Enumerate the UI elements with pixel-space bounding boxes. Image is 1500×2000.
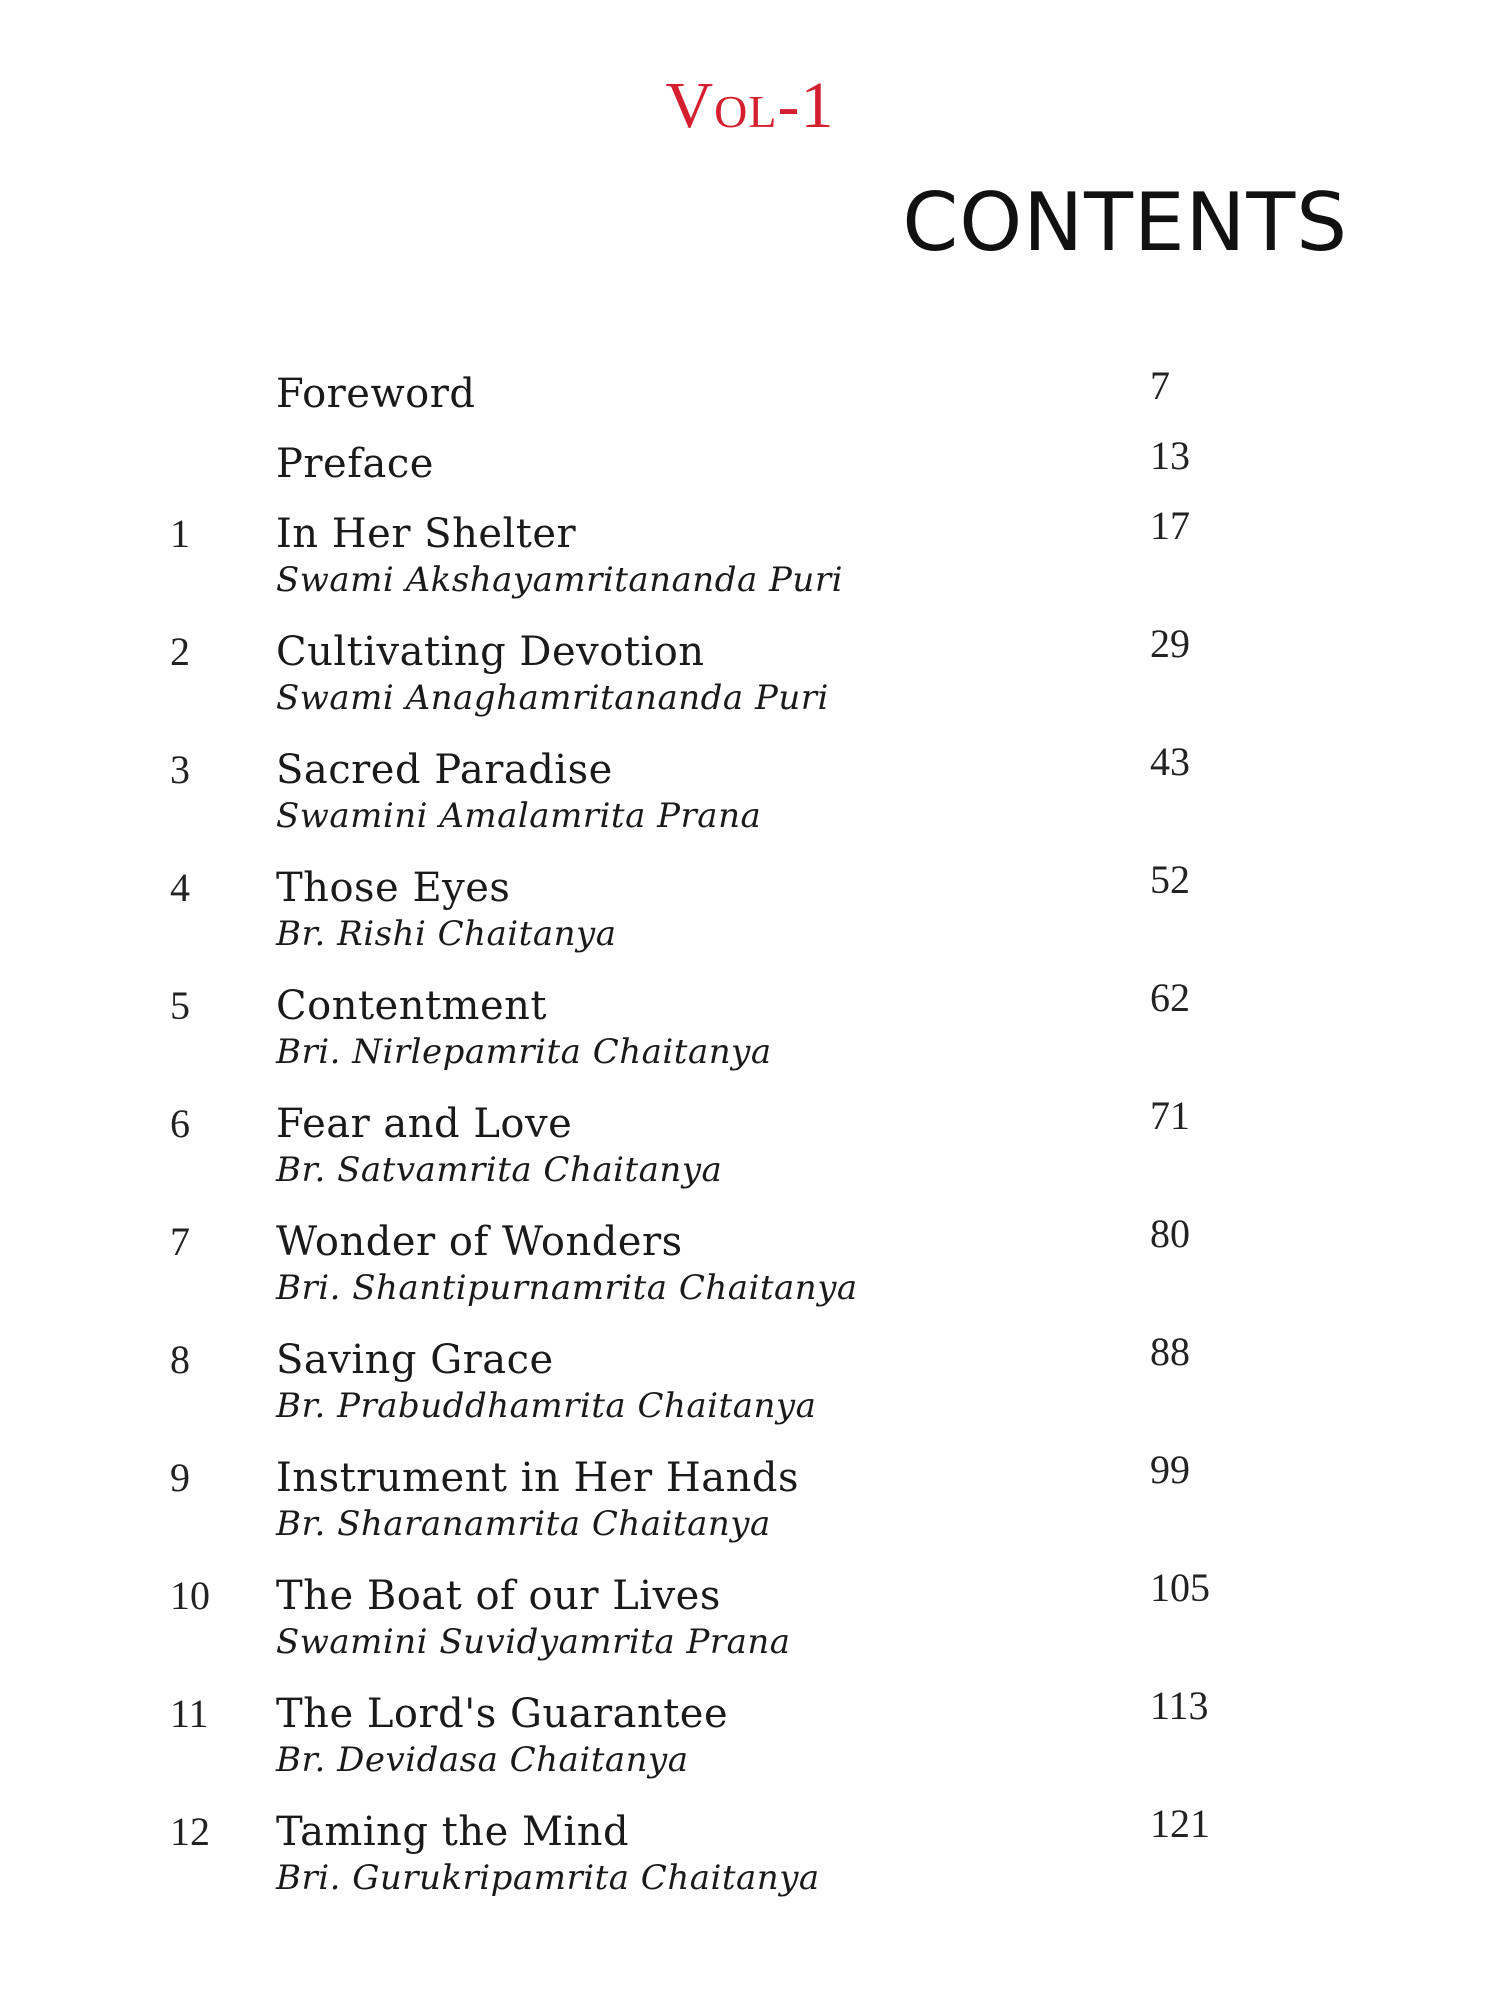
- toc-entry-chapter-7[interactable]: [170, 1211, 1280, 1336]
- volume-title: Vol-1: [665, 69, 835, 142]
- entry-title: Saving Grace: [276, 1337, 554, 1383]
- toc-entry-chapter-9[interactable]: [170, 1447, 1280, 1572]
- entry-author: Bri. Shantipurnamrita Chaitanya: [276, 1268, 858, 1308]
- entry-author: Bri. Gurukripamrita Chaitanya: [276, 1858, 820, 1898]
- toc-entry-chapter-12[interactable]: [170, 1801, 1280, 1926]
- toc-entry-chapter-2[interactable]: [170, 621, 1280, 746]
- entry-title: The Boat of our Lives: [276, 1573, 721, 1619]
- table-of-contents: [170, 363, 1280, 1926]
- entry-number: 12: [170, 1809, 210, 1854]
- entry-title: Instrument in Her Hands: [276, 1455, 799, 1501]
- entry-number: 3: [170, 747, 190, 792]
- toc-entry-chapter-4[interactable]: [170, 857, 1280, 982]
- entry-page-number: 13: [1150, 433, 1190, 478]
- toc-entry-chapter-1[interactable]: [170, 503, 1280, 628]
- entry-title: Sacred Paradise: [276, 747, 613, 793]
- entry-author: Bri. Nirlepamrita Chaitanya: [276, 1032, 772, 1072]
- entry-title: Cultivating Devotion: [276, 629, 705, 675]
- entry-number: 2: [170, 629, 190, 674]
- entry-number: 11: [170, 1691, 209, 1736]
- toc-entry-chapter-10[interactable]: [170, 1565, 1280, 1690]
- entry-number: 8: [170, 1337, 190, 1382]
- entry-page-number: 105: [1150, 1565, 1210, 1610]
- entry-number: 6: [170, 1101, 190, 1146]
- entry-title: Wonder of Wonders: [276, 1219, 683, 1265]
- toc-entry-foreword[interactable]: [170, 363, 1280, 440]
- entry-page-number: 7: [1150, 363, 1170, 408]
- entry-author: Br. Devidasa Chaitanya: [276, 1740, 689, 1780]
- toc-entry-chapter-6[interactable]: [170, 1093, 1280, 1218]
- entry-page-number: 62: [1150, 975, 1190, 1020]
- toc-entry-chapter-3[interactable]: [170, 739, 1280, 864]
- contents-heading: CONTENTS: [902, 176, 1348, 269]
- entry-author: Swami Anaghamritananda Puri: [276, 678, 829, 718]
- entry-number: 10: [170, 1573, 210, 1618]
- toc-entry-preface[interactable]: [170, 433, 1280, 510]
- entry-page-number: 17: [1150, 503, 1190, 548]
- entry-page-number: 52: [1150, 857, 1190, 902]
- entry-author: Br. Rishi Chaitanya: [276, 914, 617, 954]
- entry-author: Swami Akshayamritananda Puri: [276, 560, 843, 600]
- entry-number: 1: [170, 511, 190, 556]
- entry-page-number: 121: [1150, 1801, 1210, 1846]
- entry-number: 4: [170, 865, 190, 910]
- entry-page-number: 43: [1150, 739, 1190, 784]
- entry-page-number: 113: [1150, 1683, 1209, 1728]
- entry-number: 7: [170, 1219, 190, 1264]
- entry-title: The Lord's Guarantee: [276, 1691, 729, 1737]
- toc-entry-chapter-11[interactable]: [170, 1683, 1280, 1808]
- entry-title: Preface: [276, 441, 434, 487]
- entry-title: Those Eyes: [276, 865, 511, 911]
- entry-author: Br. Sharanamrita Chaitanya: [276, 1504, 771, 1544]
- entry-title: Contentment: [276, 983, 547, 1029]
- entry-page-number: 71: [1150, 1093, 1190, 1138]
- entry-author: Swamini Suvidyamrita Prana: [276, 1622, 791, 1662]
- entry-page-number: 88: [1150, 1329, 1190, 1374]
- entry-title: Fear and Love: [276, 1101, 573, 1147]
- entry-title: Taming the Mind: [276, 1809, 630, 1855]
- toc-entry-chapter-8[interactable]: [170, 1329, 1280, 1454]
- entry-page-number: 80: [1150, 1211, 1190, 1256]
- entry-title: In Her Shelter: [276, 511, 577, 557]
- entry-author: Swamini Amalamrita Prana: [276, 796, 762, 836]
- entry-number: 5: [170, 983, 190, 1028]
- toc-entry-chapter-5[interactable]: [170, 975, 1280, 1100]
- entry-page-number: 99: [1150, 1447, 1190, 1492]
- entry-number: 9: [170, 1455, 190, 1500]
- entry-author: Br. Prabuddhamrita Chaitanya: [276, 1386, 817, 1426]
- entry-page-number: 29: [1150, 621, 1190, 666]
- entry-author: Br. Satvamrita Chaitanya: [276, 1150, 723, 1190]
- entry-title: Foreword: [276, 371, 476, 417]
